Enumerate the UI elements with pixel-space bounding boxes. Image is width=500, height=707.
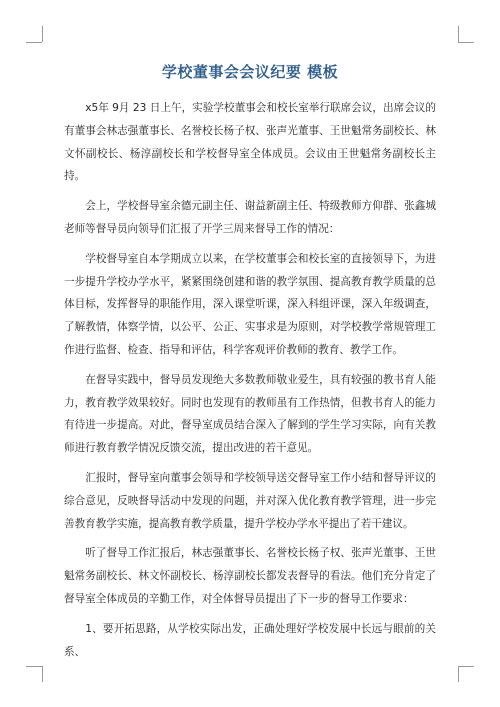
crop-mark-bottom-left-v [42,666,43,682]
paragraph-3: 学校督导室自本学期成立以来，在学校董事会和校长室的直接领导下，为进一步提升学校办学水平，紧紧围绕创建和谐的教学氛围、提高教育教学质量的总体目标，发挥督导的职能作用，深入课堂听课，深入科组评课，深入年级调查，了解教情，体察学情，以公平、公正、实事求是为原则，对学校教学常规管理工作进行监督、检查、指导和评估，科学客观评价教师的教育、教学工作。 [64,252,436,356]
crop-mark-bottom-right-h [458,666,474,667]
paragraph-4: 在督导实践中，督导员发现绝大多数教师敬业爱生，具有较强的教书育人能力，教育教学效果较好。同时也发现有的教师虽有工作热情，但教书育人的能力有待进一步提高。对此，督导室成员结合深入了解到的学生学习实际，向有关教师进行教育教学情况反馈交流，提出改进的若干意见。 [64,373,436,455]
paragraph-7: 1、要开拓思路，从学校实际出发，正确处理好学校发展中长远与眼前的关系、 [64,622,436,658]
crop-mark-top-left-v [42,26,43,42]
document-body [64,97,436,670]
document-title: 学校董事会会议纪要 模板 [161,63,339,81]
paragraph-6: 听了督导工作汇报后，林志强董事长、名誉校长杨子权、张声光董事、王世魁常务副校长、林文怀副校长、杨淳副校长都发表督导的看法。他们充分肯定了督导室全体成员的辛勤工作，对全体督导员提出了下一步的督导工作要求： [64,547,436,605]
paragraph-5: 汇报时，督导室向董事会领导和学校领导送交督导室工作小结和督导评议的综合意见，反映督导活动中发现的问题，并对深入优化教育教学管理，进一步完善教育教学实施，提高教育教学质量，提升学校办学水平提出了若干建议。 [64,471,436,530]
crop-mark-top-left-h [26,42,42,43]
crop-mark-top-right-h [458,42,474,43]
crop-mark-bottom-right-v [458,666,459,682]
crop-mark-bottom-left-h [26,666,42,667]
paragraph-1: x5年 9月 23 日上午，实验学校董事会和校长室举行联席会议，出席会议的有董事会林志强董事长、名誉校长杨子权、张声光董事、王世魁常务副校长、林文怀副校长、杨淳副校长和学校督导室全体成员。会议由王世魁常务副校长主持。 [64,102,436,183]
paragraph-2: 会上，学校督导室余德元副主任、谢益新副主任、特级教师方仰群、张鑫城老师等督导员向领导们汇报了开学三周来督导工作的情况： [64,200,436,235]
crop-mark-top-right-v [458,26,459,42]
